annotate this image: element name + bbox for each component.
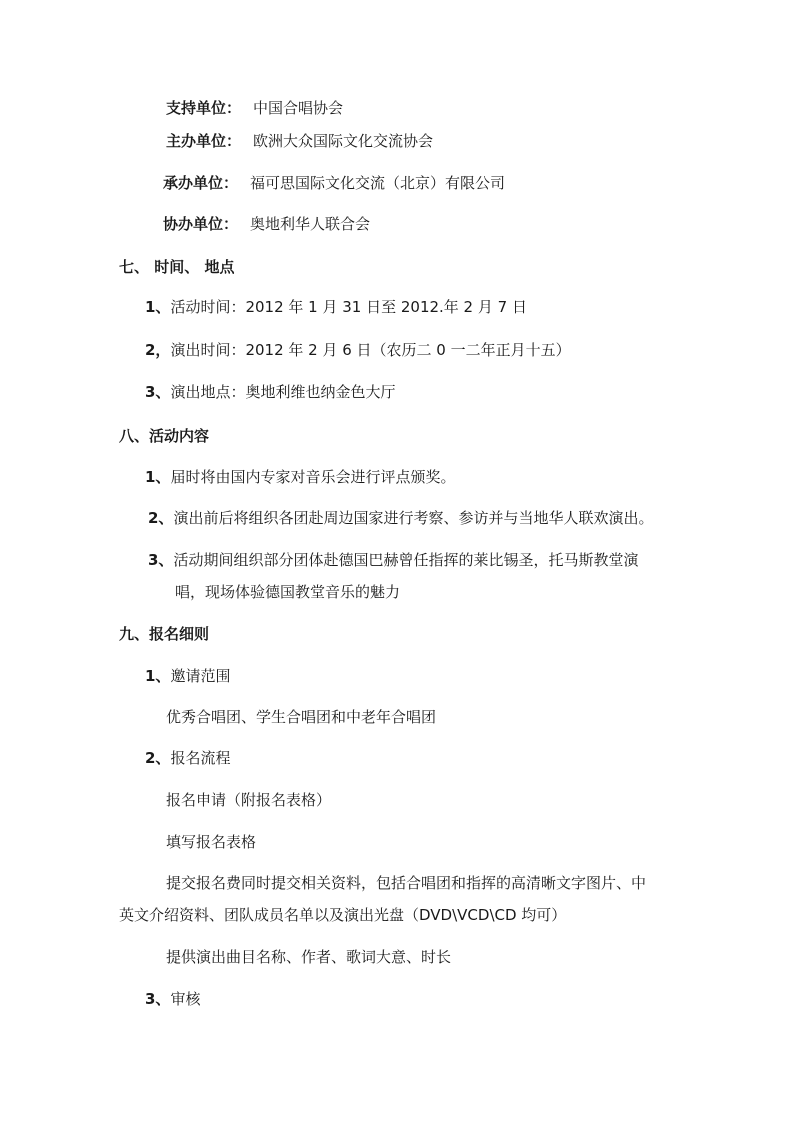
item-number: 2， bbox=[145, 341, 171, 359]
subsection-title bbox=[145, 666, 230, 686]
process-step: 提供演出曲目名称、作者、歌词大意、时长 bbox=[166, 948, 452, 966]
section-heading-time-place: 七、 时间、 地点 bbox=[119, 258, 235, 276]
list-item bbox=[145, 340, 571, 360]
item-text: 演出时间：2012 年 2 月 6 日（农历二 0 一二年正月十五） bbox=[170, 341, 571, 359]
item-number: 1、 bbox=[145, 468, 171, 486]
list-item-continuation: 唱，现场体验德国教堂音乐的魅力 bbox=[175, 583, 401, 601]
subsection-title-text: 审核 bbox=[170, 990, 201, 1008]
organizer-assist bbox=[163, 214, 370, 234]
process-step: 提交报名费同时提交相关资料，包括合唱团和指挥的高清晰文字图片、中 bbox=[166, 874, 647, 892]
subsection-body: 优秀合唱团、学生合唱团和中老年合唱团 bbox=[166, 708, 437, 726]
process-step: 报名申请（附报名表格） bbox=[166, 791, 332, 809]
organizer-label: 支持单位： bbox=[166, 99, 242, 117]
section-heading-registration: 九、报名细则 bbox=[119, 625, 210, 643]
organizer-undertake bbox=[163, 173, 505, 193]
item-text: 演出地点：奥地利维也纳金色大厅 bbox=[170, 383, 396, 401]
process-step: 填写报名表格 bbox=[166, 833, 257, 851]
organizer-host bbox=[166, 131, 433, 151]
item-number: 2、 bbox=[145, 749, 171, 767]
item-number: 1、 bbox=[145, 667, 171, 685]
item-text: 活动期间组织部分团体赴德国巴赫曾任指挥的莱比锡圣，托马斯教堂演 bbox=[173, 551, 639, 569]
organizer-label: 承办单位： bbox=[163, 174, 239, 192]
item-number: 2、 bbox=[148, 509, 174, 527]
list-item bbox=[148, 508, 653, 528]
organizer-value: 中国合唱协会 bbox=[253, 99, 344, 117]
item-text: 活动时间：2012 年 1 月 31 日至 2012.年 2 月 7 日 bbox=[170, 298, 527, 316]
subsection-title-text: 邀请范围 bbox=[170, 667, 231, 685]
organizer-value: 奥地利华人联合会 bbox=[250, 215, 371, 233]
item-number: 3、 bbox=[148, 551, 174, 569]
section-heading-activities: 八、活动内容 bbox=[119, 427, 210, 445]
organizer-value: 欧洲大众国际文化交流协会 bbox=[253, 132, 434, 150]
item-text: 演出前后将组织各团赴周边国家进行考察、参访并与当地华人联欢演出。 bbox=[173, 509, 654, 527]
item-number: 1、 bbox=[145, 298, 171, 316]
item-number: 3、 bbox=[145, 383, 171, 401]
organizer-label: 主办单位： bbox=[166, 132, 242, 150]
subsection-title-text: 报名流程 bbox=[170, 749, 231, 767]
item-number: 3、 bbox=[145, 990, 171, 1008]
subsection-title bbox=[145, 748, 230, 768]
list-item bbox=[145, 297, 527, 317]
process-step-continuation: 英文介绍资料、团队成员名单以及演出光盘（DVD\VCD\CD 均可） bbox=[119, 906, 567, 924]
subsection-title bbox=[145, 989, 200, 1009]
list-item bbox=[148, 550, 638, 570]
organizer-value: 福可思国际文化交流（北京）有限公司 bbox=[250, 174, 506, 192]
organizer-label: 协办单位： bbox=[163, 215, 239, 233]
organizer-support bbox=[166, 98, 343, 118]
list-item bbox=[145, 382, 395, 402]
item-text: 届时将由国内专家对音乐会进行评点颁奖。 bbox=[170, 468, 456, 486]
list-item bbox=[145, 467, 455, 487]
